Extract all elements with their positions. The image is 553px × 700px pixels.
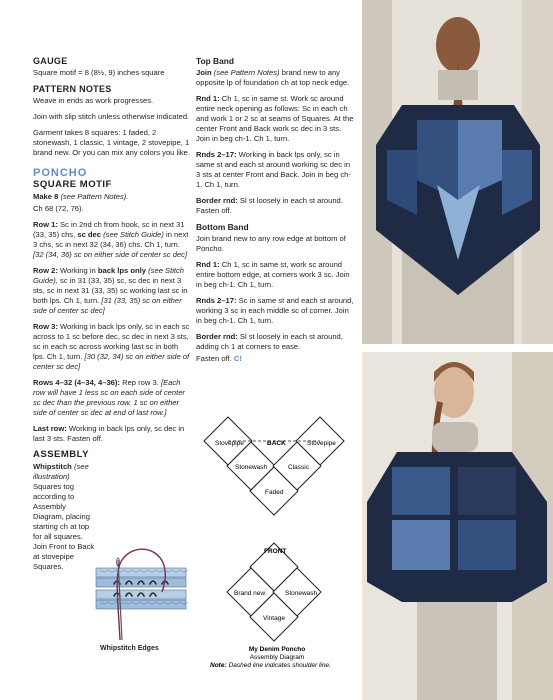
whipstitch-illustration xyxy=(92,540,190,650)
assembly-diagram-svg xyxy=(198,415,358,695)
row-3-text: Row 3: Working in back lps only, sc in each sc across to 1 sc before dec, sc dec in next 3 sts, sc in each sc across working last sc in both lps. Ch 1, turn. [30 (32, 34) sc on either side of center sc dec] xyxy=(33,322,190,371)
middle-column xyxy=(196,56,354,370)
label-brand-new: Brand new xyxy=(234,590,266,597)
make-line: Make 8 (see Pattern Notes). xyxy=(33,192,129,201)
whipstitch-drawing xyxy=(92,540,190,650)
bottom-band-rnds-2-17: Rnds 2–17: Sc in same st and each st around, working 3 sc in each middle sc of corner. Join in beg ch-1. Ch 1, turn. xyxy=(196,296,354,325)
poncho-heading: PONCHO xyxy=(33,167,88,179)
photo-front-drawing xyxy=(362,352,553,700)
assembly-heading: ASSEMBLY xyxy=(33,449,89,460)
left-column xyxy=(33,56,191,578)
top-band-join: Join (see Pattern Notes) brand new to any opposite lp of foundation ch at top neck edge. xyxy=(196,68,350,87)
pattern-notes-p3: Garment takes 8 squares: 1 faded, 2 stonewash, 1 classic, 1 vintage, 2 stovepipe, 1 brand new. Or you can mix any colors you like. xyxy=(33,128,191,157)
bottom-band-heading: Bottom Band xyxy=(196,222,249,232)
front-label: FRONT xyxy=(264,548,287,555)
bottom-band-fasten: Fasten off. C! xyxy=(196,354,242,363)
photo-front-view xyxy=(362,352,553,700)
end-mark: C! xyxy=(233,354,242,363)
label-stovepipe-right: Stovepipe xyxy=(307,440,336,447)
bottom-band-join: Join brand new to any row edge at bottom of Poncho. xyxy=(196,234,346,253)
row-1-text: Row 1: Sc in 2nd ch from hook, sc in next 31 (33, 35) chs, sc dec (see Stitch Guide) in next 3 chs, sc in next 32 (34, 36) chs. Ch 1, turn. [32 (34, 36) sc on either side of center sc dec] xyxy=(33,220,189,259)
gauge-text: Square motif = 8 (8½, 9) inches square xyxy=(33,68,165,77)
top-band-heading: Top Band xyxy=(196,56,234,66)
last-row-text: Last row: Working in back lps only, sc dec in last 3 sts. Fasten off. xyxy=(33,424,185,443)
label-vintage: Vintage xyxy=(263,615,285,622)
label-classic: Classic xyxy=(288,464,309,471)
gauge-heading: GAUGE xyxy=(33,56,68,66)
back-label: BACK xyxy=(267,440,286,447)
label-stonewash-front: Stonewash xyxy=(285,590,318,597)
top-band-border: Border rnd: Sl st loosely in each st around. Fasten off. xyxy=(196,196,343,215)
assembly-diagram xyxy=(198,415,358,695)
whipstitch-caption: Whipstitch Edges xyxy=(100,645,159,652)
photo-back-drawing xyxy=(362,0,553,344)
square-motif-heading: SQUARE MOTIF xyxy=(33,179,112,190)
diagram-note: Note: Dashed line indicates shoulder line. xyxy=(210,662,331,669)
pattern-notes-p2: Join with slip stitch unless otherwise indicated. xyxy=(33,112,190,121)
photo-back-view xyxy=(362,0,553,344)
label-stonewash: Stonewash xyxy=(235,464,268,471)
label-stovepipe-left: Stovepipe xyxy=(215,440,244,447)
pattern-notes-heading: PATTERN NOTES xyxy=(33,84,112,94)
whipstitch-text: Whipstitch (see illustration) Squares tog according to Assembly Diagram, placing starting ch at top for all squares. Join Front to Back at stovepipe Squares. xyxy=(33,462,95,571)
top-band-rnd-1: Rnd 1: Ch 1, sc in same st. Work sc around entire neck opening as follows: Sc in each ch and work 1 or 2 sc at seams of Squares. At the center Front and Back work sc dec in 3 sts. Join in beg ch-1. Ch 1, turn. xyxy=(196,94,354,143)
rows-4-text: Rows 4–32 (4–34, 4–36): Rep row 3. [Each row will have 1 less sc on each side of center sc dec than the previous row. 1 sc on either side of center sc dec at end of last row.] xyxy=(33,378,185,417)
top-band-rnds-2-17: Rnds 2–17: Working in back lps only, sc in same st and each st around working sc dec in 3 sts at center Front and Back. Join in beg ch-1. Ch 1, turn. xyxy=(196,150,351,189)
diagram-caption-title: My Denim Poncho xyxy=(248,646,306,653)
row-2-text: Row 2: Working in back lps only (see Stitch Guide), sc in 31 (33, 35) sc, sc dec in next 3 sts, sc in next 31 (33, 35) sc working last sc in both lps. Ch 1, turn. [31 (33, 35) sc on either side of center sc dec] xyxy=(33,266,188,315)
label-faded: Faded xyxy=(265,489,284,496)
bottom-band-border: Border rnd: Sl st loosely in each st around, adding ch 1 at corners to ease. xyxy=(196,332,343,351)
pattern-notes-p1: Weave in ends as work progresses. xyxy=(33,96,154,105)
diagram-caption-sub: Assembly Diagram xyxy=(249,654,305,661)
ch-line: Ch 68 (72, 76). xyxy=(33,204,84,213)
bottom-band-rnd-1: Rnd 1: Ch 1, sc in same st, work sc around entire bottom edge, at corners work 3 sc. Join in beg ch-1. Ch 1, turn. xyxy=(196,260,350,289)
